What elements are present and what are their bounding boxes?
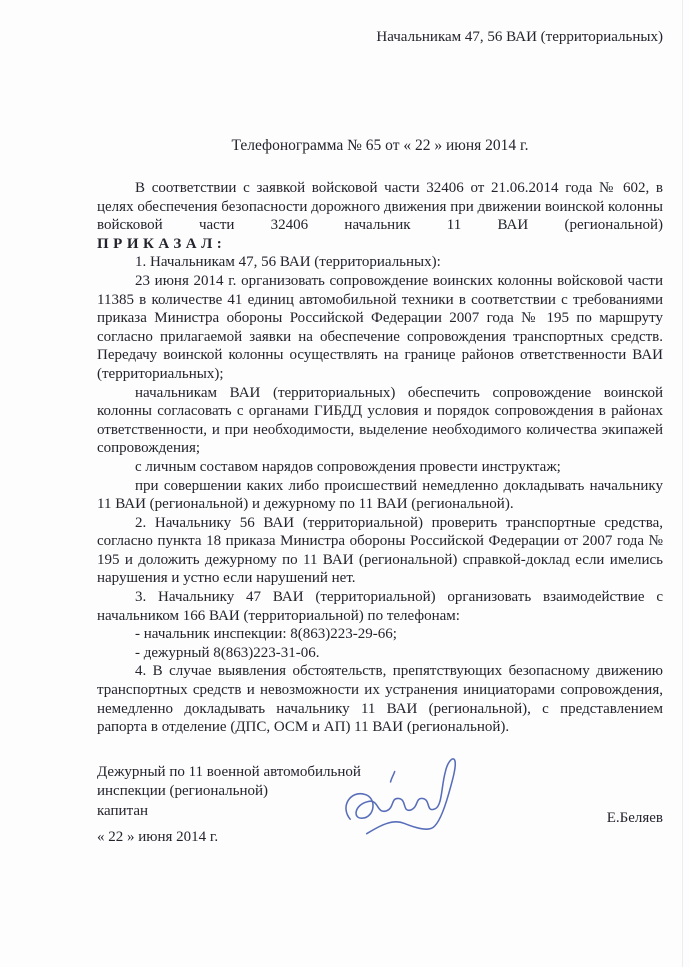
body-paragraph: 2. Начальнику 56 ВАИ (территориальной) проверить транспортные средства, согласно пункта 18 приказа Министра обороны Российской Федерации от 2007 года № 195 и доложить дежурному по 11 ВАИ (региональной) справкой-доклад если имелись нарушения и устно если нарушений нет. [97,514,663,587]
signer-position-line1: Дежурный по 11 военной автомобильной [97,763,361,780]
signature-block [97,763,663,893]
document-content [97,0,663,893]
body-paragraph: при совершении каких либо происшествий немедленно докладывать начальнику 11 ВАИ (региональной) и дежурному по 11 ВАИ (региональной). [97,477,663,513]
body-paragraph: с личным составом нарядов сопровождения провести инструктаж; [135,458,561,475]
signature-date: « 22 » июня 2014 г. [97,829,219,846]
signer-position-line2: инспекции (региональной) [97,783,269,800]
body-paragraph: - дежурный 8(863)223-31-06. [135,644,320,661]
body-paragraph: 3. Начальнику 47 ВАИ (территориальной) организовать взаимодействие с начальником 166 ВАИ (территориальной) по телефонам: [97,589,663,624]
signer-name: Е.Беляев [606,809,663,826]
signer-rank: капитан [97,802,148,819]
addressee-line: Начальникам 47, 56 ВАИ (территориальных) [376,29,663,45]
body-paragraph: 4. В случае выявления обстоятельств, препятствующих безопасному движению транспортных средств и невозможности их устранения инициаторами сопровождения, немедленно докладывать начальнику 11 ВАИ (региональной), с представлением рапорта в отделение (ДПС, ОСМ и АП) 11 ВАИ (региональной). [97,663,663,736]
body-paragraph: начальникам ВАИ (территориальных) обеспечить сопровождение воинской колонны согласовать с органами ГИБДД условия и порядок сопровождения в районах ответственности, и при необходимости, выделение необходимого количества экипажей сопровождения; [97,384,663,457]
body-paragraph: 1. Начальникам 47, 56 ВАИ (территориальных): [135,254,441,271]
document-body [97,179,663,737]
signature-stroke-group [346,759,455,834]
intro-paragraph: В соответствии с заявкой войсковой части 32406 от 21.06.2014 года № 602, в целях обеспечения безопасности дорожного движения при движении воинской колонны войсковой части 32406 начальник 11 ВАИ (региональной) [97,180,663,234]
order-word: ПРИКАЗАЛ: [97,235,227,252]
handwritten-signature-ink [341,755,467,843]
scan-edge-artifact [682,0,683,967]
document-title: Телефонограмма № 65 от « 22 » июня 2014 г. [231,137,529,154]
body-paragraph: 23 июня 2014 г. организовать сопровождение воинских колонны войсковой части 11385 в количестве 41 единиц автомобильной техники в соответствии с требованиями приказа Министра обороны Российской Федерации 2007 года № 195 по маршруту согласно прилагаемой заявки на обеспечение сопровождения транспортных средств. Передачу воинской колонны осуществлять на границе районов ответственности ВАИ (территориальных); [97,272,663,382]
body-paragraph: - начальник инспекции: 8(863)223-29-66; [135,626,397,643]
